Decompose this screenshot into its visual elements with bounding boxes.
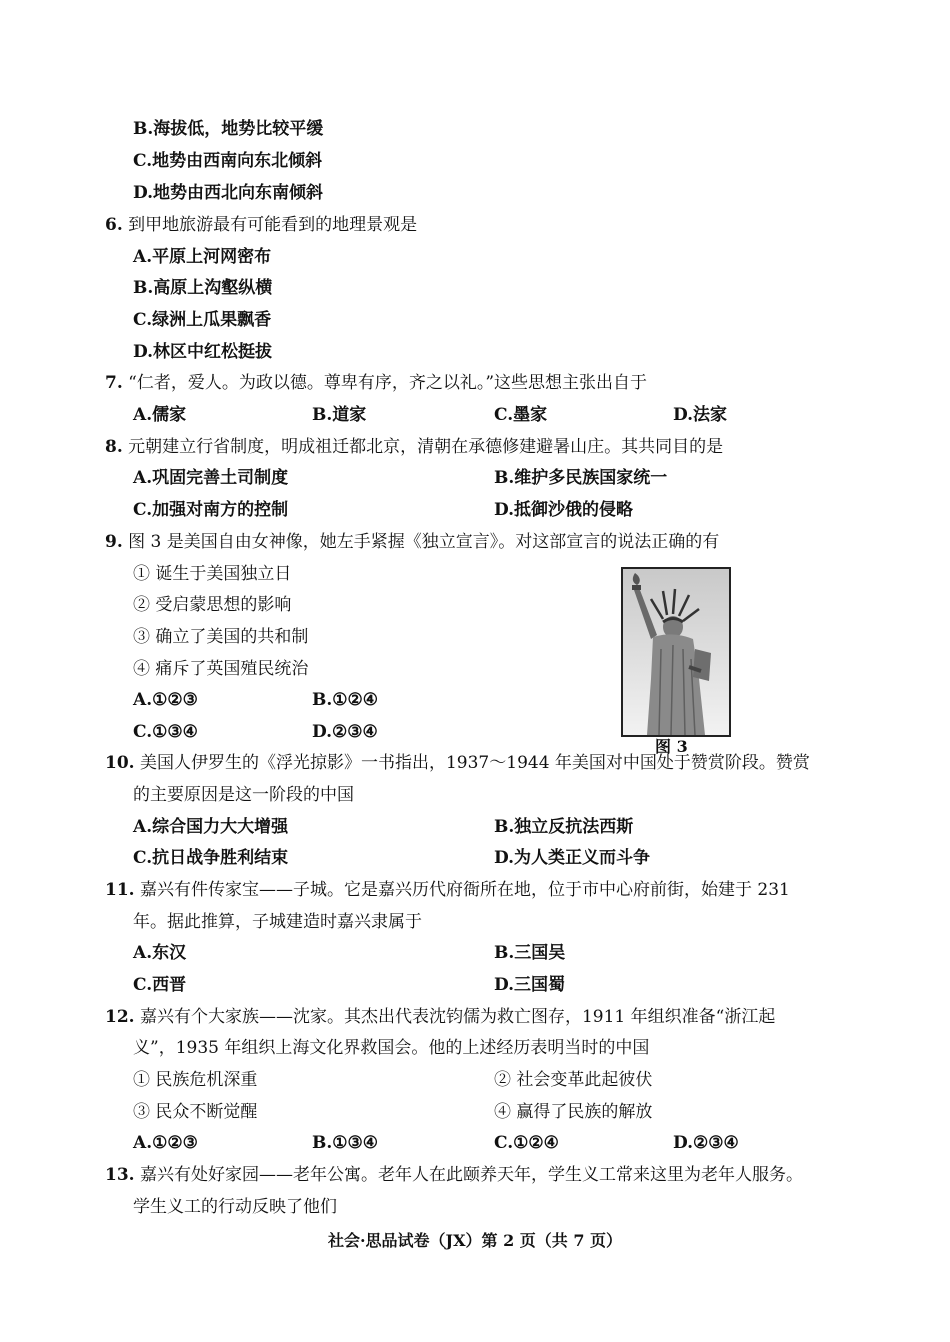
question-8 xyxy=(105,436,723,458)
q10-option-b: B.独立反抗法西斯 xyxy=(494,817,634,837)
question-number: 7. xyxy=(105,373,123,393)
q8-option-b: B.维护多民族国家统一 xyxy=(494,468,668,488)
question-text: 美国人伊罗生的《浮光掠影》一书指出，1937～1944 年美国对中国处于赞赏阶段。赞赏 xyxy=(139,753,810,773)
question-11 xyxy=(105,879,790,901)
q8-option-d: D.抵御沙俄的侵略 xyxy=(494,500,634,520)
q7-option-d: D.法家 xyxy=(673,405,728,425)
q6-option-b: B.高原上沟壑纵横 xyxy=(133,278,273,298)
question-text: 图 3 是美国自由女神像，她左手紧握《独立宣言》。对这部宣言的说法正确的有 xyxy=(128,532,720,552)
question-text: “仁者，爱人。为政以德。尊卑有序，齐之以礼。”这些思想主张出自于 xyxy=(128,373,648,393)
q10-option-d: D.为人类正义而斗争 xyxy=(494,848,651,868)
q8-option-c: C.加强对南方的控制 xyxy=(133,500,289,520)
q7-option-b: B.道家 xyxy=(312,405,367,425)
question-number: 12. xyxy=(105,1007,135,1027)
q11-option-c: C.西晋 xyxy=(133,975,187,995)
question-number: 6. xyxy=(105,215,123,235)
question-13-continued: 学生义工的行动反映了他们 xyxy=(133,1197,337,1217)
q9-statement-1: ① 诞生于美国独立日 xyxy=(133,564,292,584)
question-text: 嘉兴有个大家族——沈家。其杰出代表沈钧儒为救亡图存，1911 年组织准备“浙江起 xyxy=(139,1007,776,1027)
question-number: 13. xyxy=(105,1165,135,1185)
question-9 xyxy=(105,531,719,553)
q6-option-a: A.平原上河网密布 xyxy=(133,247,272,267)
q12-statement-2: ② 社会变革此起彼伏 xyxy=(494,1070,653,1090)
q9-option-a: A.①②③ xyxy=(133,690,198,710)
q10-option-c: C.抗日战争胜利结束 xyxy=(133,848,289,868)
q12-statement-3: ③ 民众不断觉醒 xyxy=(133,1102,258,1122)
question-12-continued: 义”，1935 年组织上海文化界救国会。他的上述经历表明当时的中国 xyxy=(133,1038,650,1058)
q9-option-d: D.②③④ xyxy=(312,722,378,742)
question-text: 到甲地旅游最有可能看到的地理景观是 xyxy=(128,215,418,235)
q9-statement-2: ② 受启蒙思想的影响 xyxy=(133,595,292,615)
question-10 xyxy=(105,752,810,774)
statue-of-liberty-figure xyxy=(621,567,731,737)
question-6 xyxy=(105,214,417,236)
q12-option-a: A.①②③ xyxy=(133,1133,198,1153)
question-number: 8. xyxy=(105,437,123,457)
question-number: 9. xyxy=(105,532,123,552)
question-11-continued: 年。据此推算，子城建造时嘉兴隶属于 xyxy=(133,912,422,932)
q6-option-d: D.林区中红松挺拔 xyxy=(133,342,273,362)
q11-option-a: A.东汉 xyxy=(133,943,187,963)
q12-option-d: D.②③④ xyxy=(673,1133,739,1153)
q7-option-c: C.墨家 xyxy=(494,405,548,425)
q11-option-d: D.三国蜀 xyxy=(494,975,566,995)
q8-option-a: A.巩固完善土司制度 xyxy=(133,468,289,488)
question-number: 10. xyxy=(105,753,135,773)
q11-option-b: B.三国吴 xyxy=(494,943,566,963)
q9-statement-3: ③ 确立了美国的共和制 xyxy=(133,627,309,647)
q5-option-d: D.地势由西北向东南倾斜 xyxy=(133,183,324,203)
question-number: 11. xyxy=(105,880,135,900)
question-10-continued: 的主要原因是这一阶段的中国 xyxy=(133,785,354,805)
question-text: 元朝建立行省制度，明成祖迁都北京，清朝在承德修建避暑山庄。其共同目的是 xyxy=(128,437,724,457)
figure-caption: 图 3 xyxy=(655,737,688,756)
statue-of-liberty-icon xyxy=(623,569,729,735)
q9-option-b: B.①②④ xyxy=(312,690,379,710)
q5-option-c: C.地势由西南向东北倾斜 xyxy=(133,151,323,171)
q12-statement-4: ④ 赢得了民族的解放 xyxy=(494,1102,653,1122)
question-7 xyxy=(105,372,647,394)
q10-option-a: A.综合国力大大增强 xyxy=(133,817,289,837)
q6-option-c: C.绿洲上瓜果飘香 xyxy=(133,310,272,330)
question-13 xyxy=(105,1164,803,1186)
q5-option-b: B.海拔低，地势比较平缓 xyxy=(133,119,324,139)
q12-option-c: C.①②④ xyxy=(494,1133,559,1153)
question-text: 嘉兴有件传家宝——子城。它是嘉兴历代府衙所在地，位于市中心府前街，始建于 231 xyxy=(139,880,790,900)
q7-option-a: A.儒家 xyxy=(133,405,187,425)
q9-statement-4: ④ 痛斥了英国殖民统治 xyxy=(133,659,309,679)
question-12 xyxy=(105,1006,775,1028)
question-text: 嘉兴有处好家园——老年公寓。老年人在此颐养天年，学生义工常来这里为老年人服务。 xyxy=(139,1165,803,1185)
q9-option-c: C.①③④ xyxy=(133,722,198,742)
q12-statement-1: ① 民族危机深重 xyxy=(133,1070,258,1090)
q12-option-b: B.①③④ xyxy=(312,1133,379,1153)
page-footer: 社会·思品试卷（JX）第 2 页（共 7 页） xyxy=(327,1231,623,1250)
